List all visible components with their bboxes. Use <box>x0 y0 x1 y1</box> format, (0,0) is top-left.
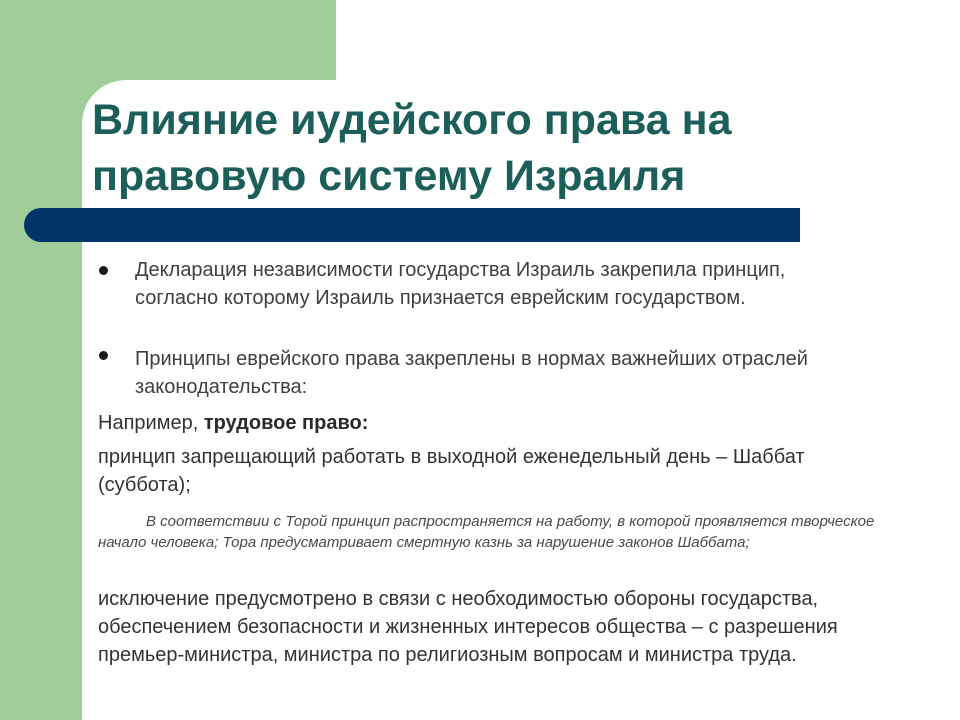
footnote-text <box>98 511 888 553</box>
example-line <box>98 409 888 437</box>
bullet-dot-icon <box>99 351 108 360</box>
example-emphasis: трудовое право: <box>203 412 369 434</box>
slide-title: Влияние иудейского права на правовую систему Израиля <box>92 96 732 200</box>
exception-text: исключение предусмотрено в связи с необходимостью обороны государства, обеспечением безопасности и жизненных интересов общества – с разрешения премьер-министра, министра по религиозным вопросам и министра труда. <box>98 588 838 666</box>
footnote-content: В соответствии с Торой принцип распространяется на работу, в которой проявляется творческое начало человека; Тора предусматривает смертную казнь за нарушение законов Шаббата; <box>98 513 875 551</box>
example-prefix: Например, <box>98 412 204 434</box>
bullet-item: Принципы еврейского права закреплены в нормах важнейших отраслей законодательства: <box>135 348 808 398</box>
principle-text: принцип запрещающий работать в выходной еженедельный день – Шаббат (суббота); <box>98 446 805 496</box>
bullet-item: Декларация независимости государства Израиль закрепила принцип, согласно которому Израиль признается еврейским государством. <box>135 259 786 309</box>
bullet-dot-icon <box>99 266 108 275</box>
